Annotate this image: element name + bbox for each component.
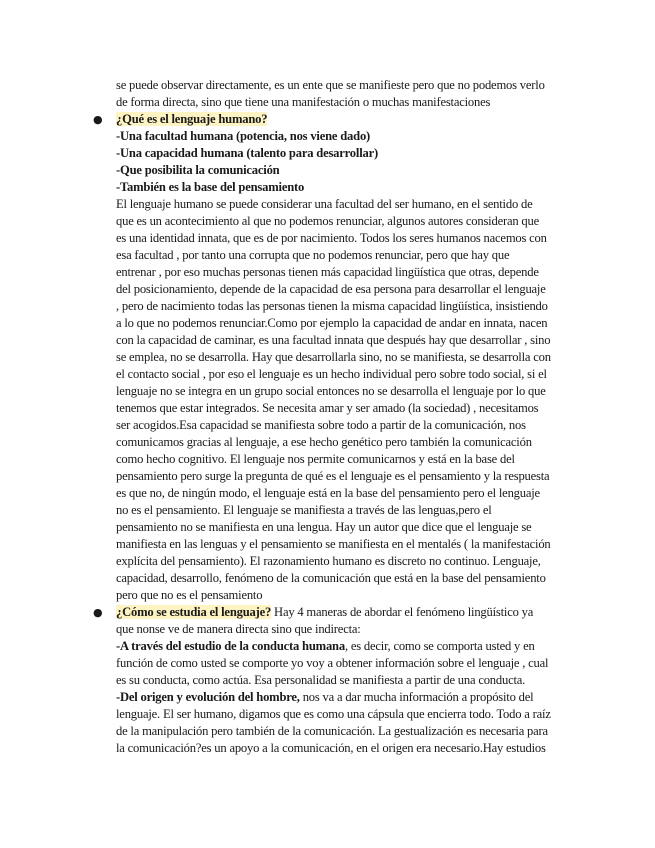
- text-line: es una identidad innata, que es de por nacimiento. Todos los seres humanos nacemos con: [116, 231, 547, 245]
- text-line: de forma directa, sino que tiene una manifestación o muchas manifestaciones: [116, 95, 491, 109]
- way-title: -A través del estudio de la conducta humana: [116, 639, 345, 653]
- way-title: -Del origen y evolución del hombre,: [116, 690, 300, 704]
- text-line: El lenguaje humano se puede considerar una facultad del ser humano, en el sentido de: [116, 197, 533, 211]
- text-line: es que no, de ningún modo, el lenguaje está en la base del pensamiento pero el lenguaje: [116, 486, 540, 500]
- list-item: -Una facultad humana (potencia, nos viene dado): [116, 129, 371, 143]
- text-line: pensamiento no se manifiesta en una lengua. Hay un autor que dice que el lenguaje se: [116, 520, 532, 534]
- text-line: lenguaje. El ser humano, digamos que es como una cápsula que encierra todo. Todo a raíz: [116, 707, 551, 721]
- text-line: capacidad, desarrollo, fenómeno de la comunicación que está en la base del pensamiento: [116, 571, 546, 585]
- paragraph: [116, 196, 578, 604]
- list-item: -Que posibilita la comunicación: [116, 163, 280, 177]
- list-item: -También es la base del pensamiento: [116, 180, 305, 194]
- text-line: de la manipulación pero también de la comunicación. La gestualización es necesaria para: [116, 724, 548, 738]
- text-line: , pero de nacimiento todas las personas tienen la misma capacidad lingüística, insistiendo: [116, 299, 548, 313]
- text-line: ser acogidos.Esa capacidad se manifiesta sobre todo a partir de la comunicación, nos: [116, 418, 526, 432]
- document-body: [93, 77, 578, 757]
- text-line: que nonse ve de manera directa sino que indirecta:: [116, 622, 361, 636]
- text-line: que es un acontecimiento al que no podemos renunciar, algunos autores consideran que: [116, 214, 539, 228]
- text-line: esa facultad , por tanto una corrupta que no podemos renunciar, pero que hay que: [116, 248, 510, 262]
- text-line: el contacto social , por eso el lenguaje es un hecho individual pero sobre todo social, si el: [116, 367, 547, 381]
- way-text: , es decir, como se comporta usted y en: [344, 639, 535, 653]
- text-line: la comunicación?es un apoyo a la comunicación, en el origen era necesario.Hay estudios: [116, 741, 546, 755]
- bullet-icon: ●: [93, 606, 103, 619]
- text-line: a lo que no podemos renunciar.Como por ejemplo la capacidad de andar en innata, nacen: [116, 316, 548, 330]
- text-line: comunicamos gracias al lenguaje, a ese hecho genético pero también la comunicación: [116, 435, 532, 449]
- text-line: se puede observar directamente, es un ente que se manifieste pero que no podemos verlo: [116, 78, 545, 92]
- list-item: -Una capacidad humana (talento para desarrollar): [116, 146, 378, 160]
- text-line: pero que no es el pensamiento: [116, 588, 263, 602]
- text-line: lenguaje no se integra en un grupo social entonces no se desarrolla el lenguaje por lo que: [116, 384, 546, 398]
- intro-text: [116, 77, 578, 111]
- text-line: con la capacidad de caminar, es una facultad innata que después hay que desarrollar , sino: [116, 333, 551, 347]
- way-item: [116, 638, 578, 655]
- section-heading: ¿Qué es el lenguaje humano?: [116, 112, 268, 126]
- section-what-is-language: [93, 111, 578, 128]
- text-line: tenemos que estar integrados. Se necesita amar y ser amado (la sociedad) , necesitamos: [116, 401, 539, 415]
- bullet-icon: ●: [93, 113, 103, 126]
- text-line: función de como usted se comporte yo voy a obtener información sobre el lenguaje , cual: [116, 656, 549, 670]
- section-heading: ¿Cómo se estudia el lenguaje?: [116, 605, 272, 619]
- text-line: pensamiento pero surge la pregunta de qué es el lenguaje es el pensamiento y la respuesta: [116, 469, 550, 483]
- text-line: del posicionamiento, depende de la capacidad de esa persona para desarrollar el lenguaje: [116, 282, 546, 296]
- text-line: es su conducta, como actúa. Esa personalidad se manifiesta a partir de una conducta.: [116, 673, 526, 687]
- text-line: manifiesta en las lenguas y el pensamiento se manifiesta en el mentalés ( la manifestación: [116, 537, 551, 551]
- way-item: [116, 689, 578, 706]
- heading-continuation: Hay 4 maneras de abordar el fenómeno lingüístico ya: [271, 605, 534, 619]
- section-how-language-studied: [93, 604, 578, 621]
- text-line: entrenar , por eso muchas personas tienen más capacidad lingüística que otras, depende: [116, 265, 539, 279]
- text-line: como hecho cognitivo. El lenguaje nos permite comunicarnos y está en la base del: [116, 452, 515, 466]
- text-line: se emplea, no se desarrolla. Hay que desarrollarla sino, no se manifiesta, se desarrolla con: [116, 350, 551, 364]
- text-line: explícita del pensamiento). El razonamiento humano es discreto no continuo. Lenguaje,: [116, 554, 541, 568]
- text-line: no es el pensamiento. El lenguaje se manifiesta a través de las lenguas,pero el: [116, 503, 492, 517]
- way-text: nos va a dar mucha información a propósito del: [299, 690, 534, 704]
